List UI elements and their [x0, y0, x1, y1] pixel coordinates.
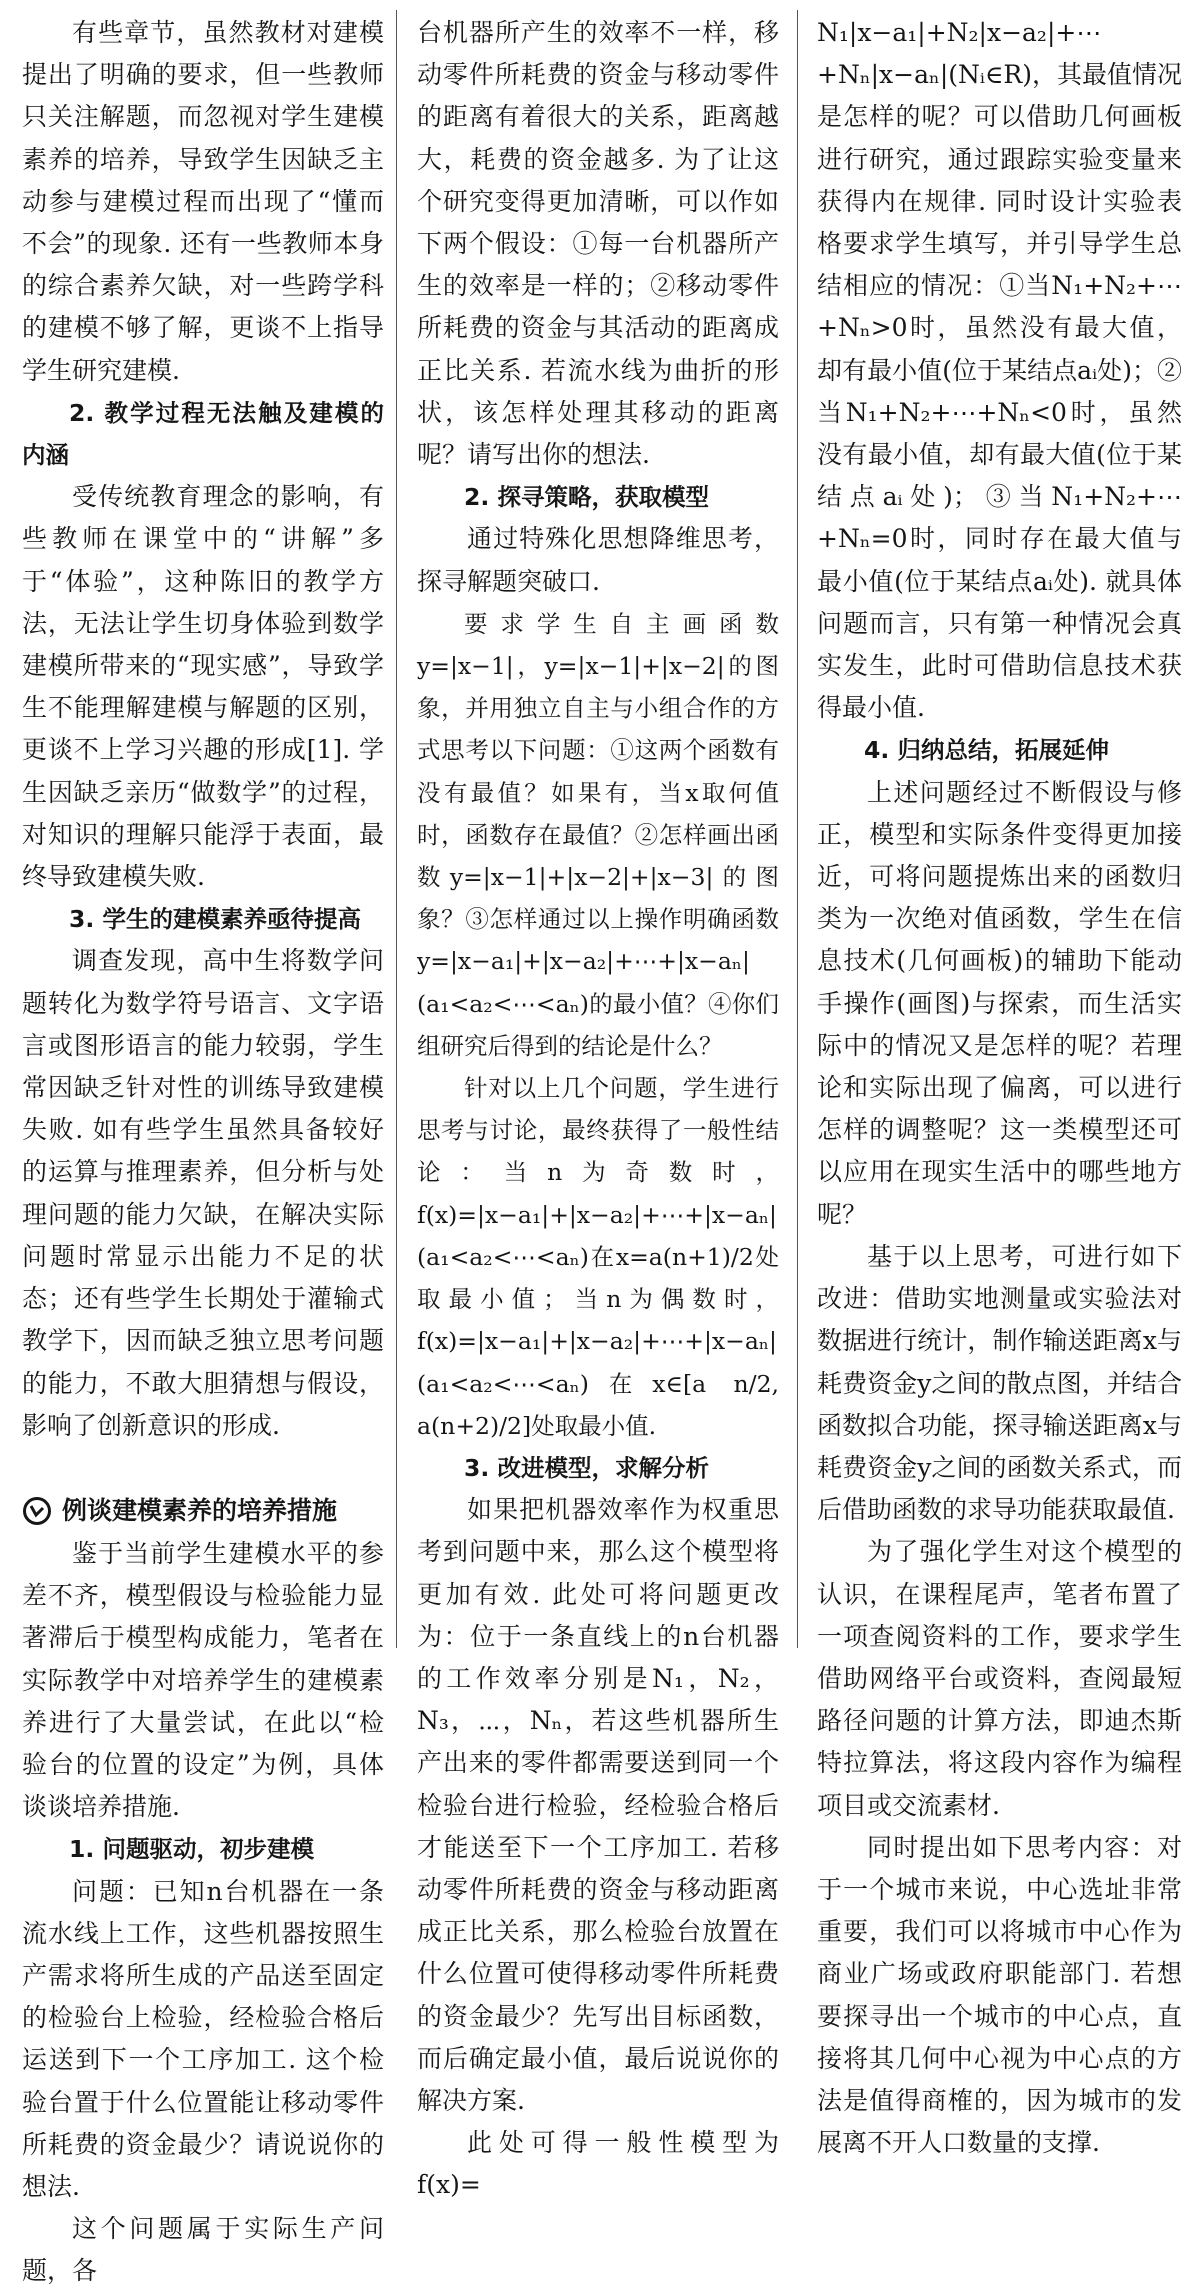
- paragraph: 基于以上思考，可进行如下改进：借助实地测量或实验法对数据进行统计，制作输送距离x与耗费资金y之间的散点图，并结合函数拟合功能，探寻输送距离x与耗费资金y之间的函数关系式，而后借助函数的求导功能获取最值.: [817, 1241, 1182, 1525]
- subsection-heading: 3. 改进模型，求解分析: [464, 1453, 709, 1482]
- paragraph: 有些章节，虽然教材对建模提出了明确的要求，但一些教师只关注解题，而忽视对学生建模素养的培养，导致学生因缺乏主动参与建模过程而出现了“懂而不会”的现象. 还有一些教师本身的综合素养欠缺，对一些跨学科的建模不够了解，更谈不上指导学生研究建模.: [22, 18, 384, 385]
- section-heading: [22, 1489, 384, 1533]
- subsection-heading: 4. 归纳总结，拓展延伸: [864, 736, 1109, 765]
- paragraph: 通过特殊化思想降维思考，探寻解题突破口.: [417, 524, 779, 596]
- column-divider: [396, 10, 397, 1648]
- paragraph: 这个问题属于实际生产问题，各: [22, 2214, 384, 2286]
- column-divider: [797, 10, 798, 1648]
- subsection-heading: 2. 教学过程无法触及建模的内涵: [22, 398, 384, 470]
- subsection-heading: 1. 问题驱动，初步建模: [69, 1835, 314, 1864]
- paragraph: 调查发现，高中生将数学问题转化为数学符号语言、文字语言或图形语言的能力较弱，学生常因缺乏针对性的训练导致建模失败. 如有些学生虽然具备较好的运算与推理素养，但分析与处理问题的能力欠缺，在解决实际问题时常显示出能力不足的状态；还有些学生长期处于灌输式教学下，因而缺乏独立思考问题的能力，不敢大胆猜想与假设，影响了创新意识的形成.: [22, 946, 384, 1440]
- middle-column: [417, 12, 779, 2207]
- paragraph: 问题：已知n台机器在一条流水线上工作，这些机器按照生产需求将所生成的产品送至固定的检验台上检验，经检验合格后运送到下一个工序加工. 这个检验台置于什么位置能让移动零件所耗费的资金最少？请说说你的想法.: [22, 1876, 384, 2201]
- paragraph: 要求学生自主画函数y=|x−1|，y=|x−1|+|x−2|的图象，并用独立自主与小组合作的方式思考以下问题：①这两个函数有没有最值？如果有，当x取何值时，函数存在最值？②怎样画出函数y=|x−1|+|x−2|+|x−3|的图象？③怎样通过以上操作明确函数y=|x−a₁|+|x−a₂|+⋯+|x−aₙ|(a₁<a₂<⋯<aₙ)的最小值？④你们组研究后得到的结论是什么？: [417, 609, 779, 1060]
- paragraph: 此处可得一般性模型为f(x)=: [417, 2128, 779, 2200]
- paragraph: 上述问题经过不断假设与修正，模型和实际条件变得更加接近，可将问题提炼出来的函数归类为一次绝对值函数，学生在信息技术(几何画板)的辅助下能动手操作(画图)与探索，而生活实际中的情况又是怎样的呢？若理论和实际出现了偏离，可以进行怎样的调整呢？这一类模型还可以应用在现实生活中的哪些地方呢？: [817, 777, 1182, 1229]
- paragraph: N₁|x−a₁|+N₂|x−a₂|+⋯+Nₙ|x−aₙ|(Nᵢ∈R)，其最值情况是怎样的呢？可以借助几何画板进行研究，通过跟踪实验变量来获得内在规律. 同时设计实验表格要求学生填写，并引导学生总结相应的情况：①当N₁+N₂+⋯+Nₙ>0时，虽然没有最大值，却有最小值(位于某结点aᵢ处)；②当N₁+N₂+⋯+Nₙ<0时，虽然没有最小值，却有最大值(位于某结点aᵢ处)；③当N₁+N₂+⋯+Nₙ=0时，同时存在最大值与最小值(位于某结点aᵢ处). 就具体问题而言，只有第一种情况会真实发生，此时可借助信息技术获得最小值.: [817, 18, 1182, 723]
- paragraph: 鉴于当前学生建模水平的参差不齐，模型假设与检验能力显著滞后于模型构成能力，笔者在实际教学中对培养学生的建模素养进行了大量尝试，在此以“检验台的位置的设定”为例，具体谈谈培养措施.: [22, 1538, 384, 1822]
- circle-check-icon: [22, 1496, 52, 1526]
- right-column: [817, 12, 1182, 2164]
- left-column: [22, 12, 384, 2293]
- subsection-heading: 2. 探寻策略，获取模型: [464, 483, 709, 512]
- paragraph: 受传统教育理念的影响，有些教师在课堂中的“讲解”多于“体验”，这种陈旧的教学方法，无法让学生切身体验到数学建模所带来的“现实感”，导致学生不能理解建模与解题的区别，更谈不上学习兴趣的形成[1]. 学生因缺乏亲历“做数学”的过程，对知识的理解只能浮于表面，最终导致建模失败.: [22, 482, 384, 892]
- subsection-heading: 3. 学生的建模素养亟待提高: [69, 905, 361, 934]
- paragraph: 台机器所产生的效率不一样，移动零件所耗费的资金与移动零件的距离有着很大的关系，距离越大，耗费的资金越多. 为了让这个研究变得更加清晰，可以作如下两个假设：①每一台机器所产生的效率是一样的；②移动零件所耗费的资金与其活动的距离成正比关系. 若流水线为曲折的形状，该怎样处理其移动的距离呢？请写出你的想法.: [417, 18, 779, 470]
- paragraph: 同时提出如下思考内容：对于一个城市来说，中心选址非常重要，我们可以将城市中心作为商业广场或政府职能部门. 若想要探寻出一个城市的中心点，直接将其几何中心视为中心点的方法是值得商榷的，因为城市的发展离不开人口数量的支撑.: [817, 1832, 1182, 2158]
- paragraph: 为了强化学生对这个模型的认识，在课程尾声，笔者布置了一项查阅资料的工作，要求学生借助网络平台或资料，查阅最短路径问题的计算方法，即迪杰斯特拉算法，将这段内容作为编程项目或交流素材.: [817, 1537, 1182, 1820]
- paragraph: 如果把机器效率作为权重思考到问题中来，那么这个模型将更加有效. 此处可将问题更改为：位于一条直线上的n台机器的工作效率分别是N₁，N₂，N₃，⋯，Nₙ，若这些机器所生产出来的零件都需要送到同一个检验台进行检验，经检验合格后才能送至下一个工序加工. 若移动零件所耗费的资金与移动距离成正比关系，那么检验台放置在什么位置可使得移动零件所耗费的资金最少？先写出目标函数，而后确定最小值，最后说说你的解决方案.: [417, 1495, 779, 2115]
- section-title: 例谈建模素养的培养措施: [62, 1495, 338, 1525]
- paragraph: 针对以上几个问题，学生进行思考与讨论，最终获得了一般性结论：当n为奇数时，f(x)=|x−a₁|+|x−a₂|+⋯+|x−aₙ|(a₁<a₂<⋯<aₙ)在x=a(n+1)/2处取最小值；当n为偶数时，f(x)=|x−a₁|+|x−a₂|+⋯+|x−aₙ|(a₁<a₂<⋯<aₙ)在x∈[a n/2, a(n+2)/2]处取最小值.: [417, 1074, 779, 1440]
